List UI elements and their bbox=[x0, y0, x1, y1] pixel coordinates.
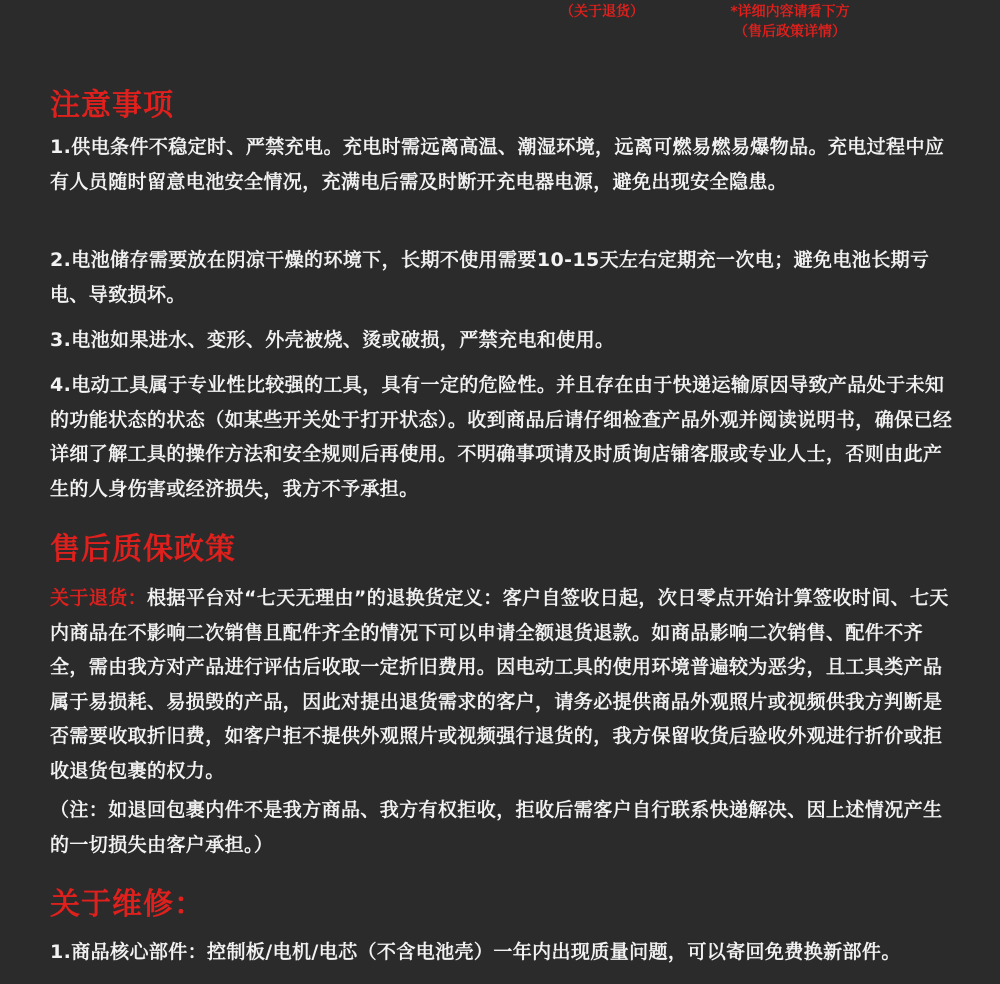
returns-label: 关于退货： bbox=[50, 587, 148, 609]
notice-item-2: 2.电池储存需要放在阴凉干燥的环境下，长期不使用需要10-15天左右定期充一次电；避免电池长期亏电、导致损坏。 bbox=[50, 249, 930, 306]
repair-item-1: 1.商品核心部件：控制板/电机/电芯（不含电池壳）一年内出现质量问题，可以寄回免费换新部件。 bbox=[50, 941, 901, 963]
notice-item-4: 4.电动工具属于专业性比较强的工具，具有一定的危险性。并且存在由于快递运输原因导致产品处于未知的功能状态的状态（如某些开关处于打开状态）。收到商品后请仔细检查产品外观并阅读说明书，确保已经详细了解工具的操作方法和安全规则后再使用。不明确事项请及时质询店铺客服或专业人士，否则由此产生的人身伤害或经济损失，我方不予承担。 bbox=[50, 374, 953, 500]
returns-text: 根据平台对“七天无理由”的退换货定义：客户自签收日起，次日零点开始计算签收时间、七天内商品在不影响二次销售且配件齐全的情况下可以申请全额退货退款。如商品影响二次销售、配件不齐全，需由我方对产品进行评估后收取一定折旧费用。因电动工具的使用环境普遍较为恶劣，且工具类产品属于易损耗、易损毁的产品，因此对提出退货需求的客户，请务必提供商品外观照片或视频供我方判断是否需要收取折旧费，如客户拒不提供外观照片或视频强行退货的，我方保留收货后验收外观进行折价或拒收退货包裹的权力。 bbox=[50, 587, 949, 782]
notice-title: 注意事项 bbox=[50, 88, 174, 123]
detail-note-line2: （售后政策详情） bbox=[734, 24, 846, 40]
policy-title: 售后质保政策 bbox=[50, 532, 236, 567]
returns-paragraph bbox=[50, 581, 955, 788]
detail-note bbox=[700, 2, 880, 42]
notice-item-3: 3.电池如果进水、变形、外壳被烧、烫或破损，严禁充电和使用。 bbox=[50, 329, 615, 351]
detail-note-line1: *详细内容请看下方 bbox=[730, 4, 850, 20]
notice-item-1: 1.供电条件不稳定时、严禁充电。充电时需远离高温、潮湿环境，远离可燃易燃易爆物品。充电过程中应有人员随时留意电池安全情况，充满电后需及时断开充电器电源，避免出现安全隐患。 bbox=[50, 136, 945, 193]
return-note: （关于退货） bbox=[560, 4, 644, 20]
returns-note: （注：如退回包裹内件不是我方商品、我方有权拒收，拒收后需客户自行联系快递解决、因上述情况产生的一切损失由客户承担。） bbox=[50, 799, 943, 856]
repair-title: 关于维修： bbox=[50, 887, 205, 922]
